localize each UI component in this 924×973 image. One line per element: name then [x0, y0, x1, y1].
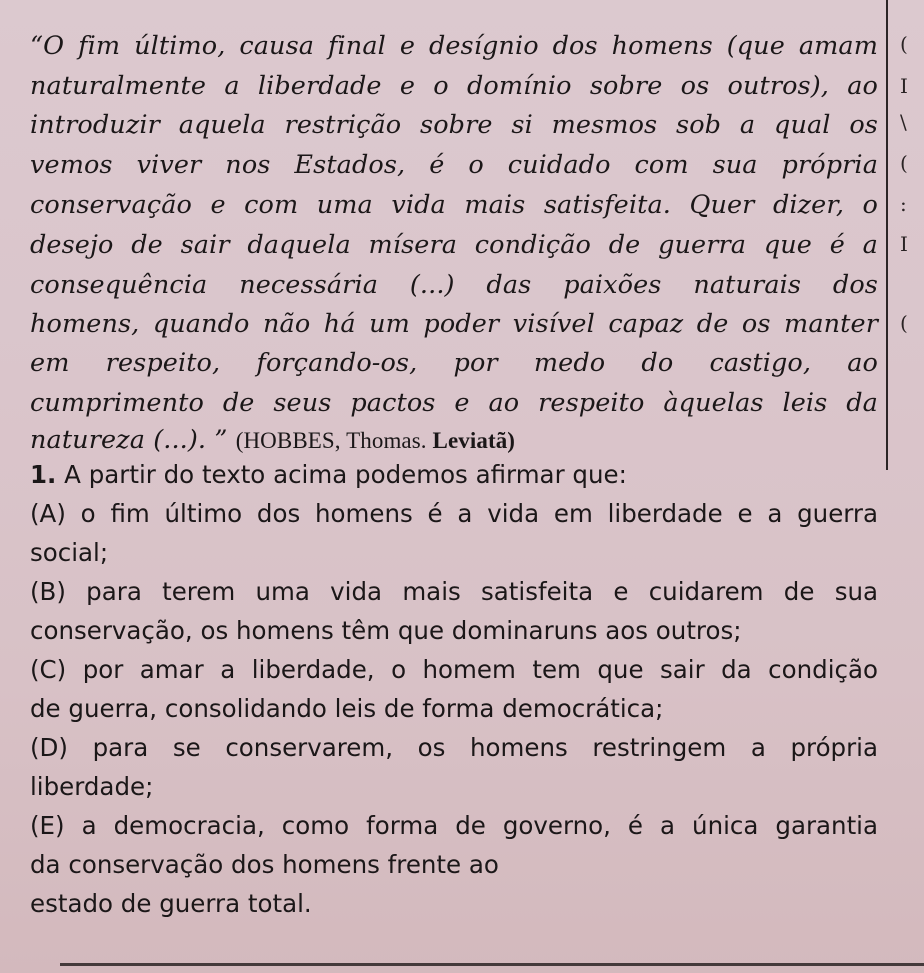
- option-c-line-2: de guerra, consolidando leis de forma democrática;: [30, 694, 664, 723]
- margin-fragment: (: [900, 32, 908, 56]
- quote-line-6: desejo de sair daquela mísera condição de guerra que é a: [30, 230, 878, 260]
- source-title: Leviatã): [432, 428, 516, 453]
- option-c-line-1: (C) por amar a liberdade, o homem tem que sair da condição: [30, 655, 878, 684]
- option-e-line-1: (E) a democracia, como forma de governo, é a única garantia: [30, 811, 878, 840]
- margin-fragment: I: [900, 74, 908, 98]
- margin-fragment: I: [900, 232, 908, 256]
- quote-last-line: [30, 425, 878, 455]
- margin-fragment: (: [900, 151, 908, 175]
- bottom-rule: [60, 963, 924, 966]
- margin-fragment: \: [900, 110, 907, 134]
- quote-line-10: cumprimento de seus pactos e ao respeito àquelas leis da: [30, 388, 878, 418]
- option-b-line-2: conservação, os homens têm que dominaruns aos outros;: [30, 616, 742, 645]
- margin-fragment: (: [900, 311, 908, 335]
- margin-fragment: :: [900, 192, 907, 216]
- quote-line-4: vemos viver nos Estados, é o cuidado com sua própria: [30, 150, 878, 180]
- quote-line-5: conservação e com uma vida mais satisfeita. Quer dizer, o: [30, 190, 878, 220]
- quote-line-2: naturalmente a liberdade e o domínio sobre os outros), ao: [30, 71, 878, 101]
- option-a-line-2: social;: [30, 538, 109, 567]
- margin-rule: [886, 0, 888, 470]
- question-title: A partir do texto acima podemos afirmar que:: [64, 460, 627, 489]
- option-d-line-2: liberdade;: [30, 772, 154, 801]
- option-b-line-1: (B) para terem uma vida mais satisfeita e cuidarem de sua: [30, 577, 878, 606]
- source-author: (HOBBES, Thomas.: [235, 428, 427, 453]
- quote-line-9: em respeito, forçando-os, por medo do castigo, ao: [30, 348, 878, 378]
- quote-line-3: introduzir aquela restrição sobre si mesmos sob a qual os: [30, 110, 878, 140]
- question-number: 1.: [30, 460, 57, 489]
- question-heading: [30, 460, 878, 489]
- option-e-line-2: da conservação dos homens frente ao: [30, 850, 499, 879]
- option-a-line-1: (A) o fim último dos homens é a vida em liberdade e a guerra: [30, 499, 878, 528]
- quote-line-7: consequência necessária (...) das paixões naturais dos: [30, 270, 878, 300]
- option-e-line-3: estado de guerra total.: [30, 889, 312, 918]
- quote-ending: natureza (...). ”: [30, 425, 228, 455]
- quote-line-1: “O fim último, causa final e desígnio dos homens (que amam: [30, 31, 878, 61]
- source-citation: [236, 428, 515, 453]
- option-d-line-1: (D) para se conservarem, os homens restringem a própria: [30, 733, 878, 762]
- quote-line-8: homens, quando não há um poder visível capaz de os manter: [30, 309, 878, 339]
